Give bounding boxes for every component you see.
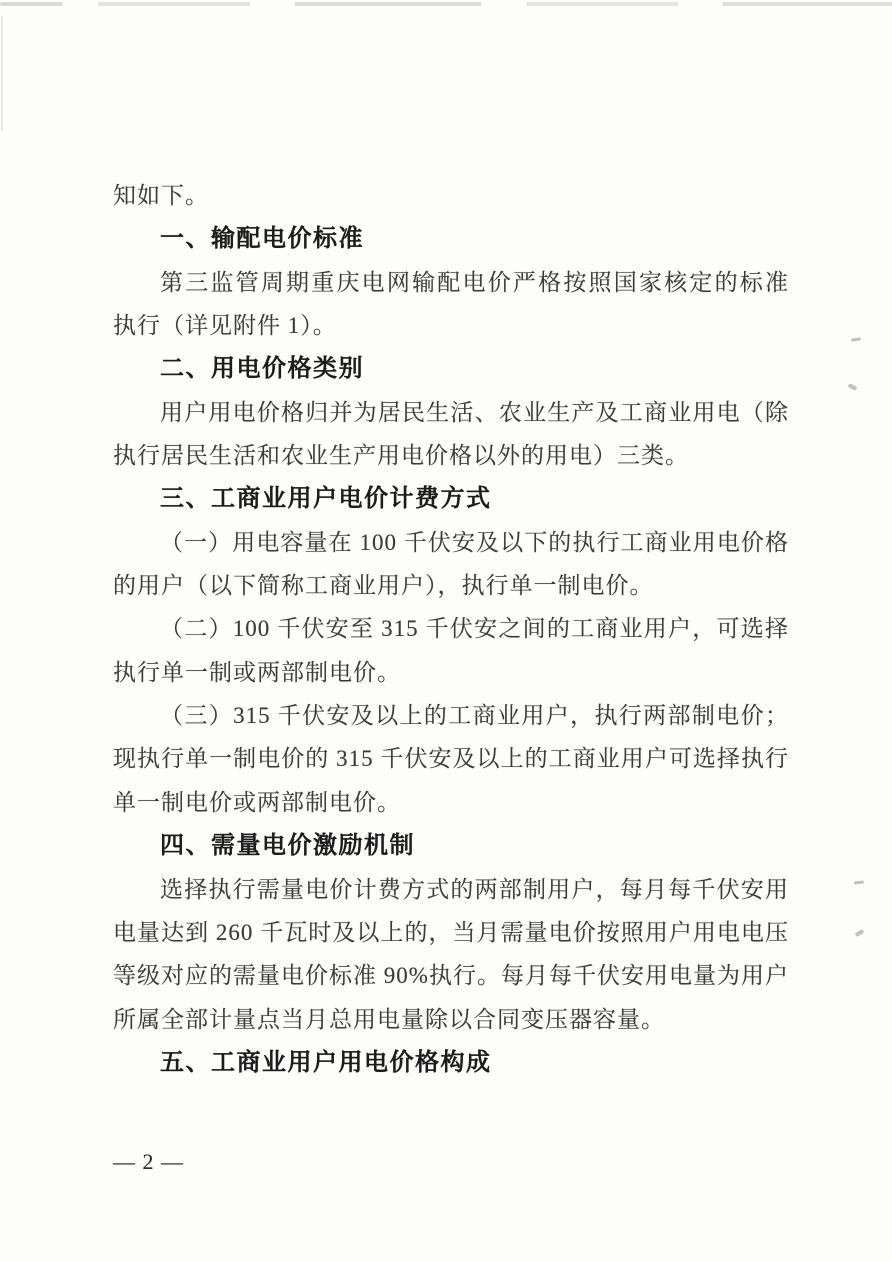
body-text-line: 执行居民生活和农业生产用电价格以外的用电）三类。	[113, 443, 689, 469]
document-text-block	[113, 174, 789, 1084]
body-text-line: 知如下。	[113, 183, 209, 208]
body-text-line: 执行单一制或两部制电价。	[113, 659, 401, 685]
body-text-line: 单一制电价或两部制电价。	[113, 789, 401, 815]
scan-top-edge-artifact	[0, 2, 892, 6]
body-text-line: 所属全部计量点当月总用电量除以合同变压器容量。	[113, 1006, 665, 1032]
body-text-line: （一）用电容量在 100 千伏安及以下的执行工商业用电价格	[160, 529, 789, 555]
body-text-line: （二）100 千伏安至 315 千伏安之间的工商业用户，可选择	[160, 616, 789, 642]
section-heading: 三、工商业用户电价计费方式	[160, 485, 492, 513]
scan-left-edge-artifact	[1, 16, 3, 131]
body-text-line: 等级对应的需量电价标准 90%执行。每月每千伏安用电量为用户	[113, 963, 789, 989]
body-text-line: 电量达到 260 千瓦时及以上的，当月需量电价按照用户用电电压	[113, 919, 789, 945]
scan-speck	[848, 383, 858, 391]
scan-speck	[855, 929, 865, 937]
scan-speck	[851, 337, 861, 341]
body-text-line: 现执行单一制电价的 315 千伏安及以上的工商业用户可选择执行	[113, 746, 789, 772]
section-heading: 四、需量电价激励机制	[160, 832, 415, 860]
body-text-line: 用户用电价格归并为居民生活、农业生产及工商业用电（除	[160, 399, 789, 425]
section-heading: 五、工商业用户用电价格构成	[160, 1048, 492, 1076]
body-text-line: 选择执行需量电价计费方式的两部制用户，每月每千伏安用	[160, 876, 789, 902]
page-number: — 2 —	[113, 1149, 184, 1174]
body-text-line: （三）315 千伏安及以上的工商业用户，执行两部制电价；	[160, 703, 789, 729]
body-text-line: 的用户（以下简称工商业用户），执行单一制电价。	[113, 573, 654, 599]
body-text-line: 第三监管周期重庆电网输配电价严格按照国家核定的标准	[160, 269, 789, 295]
scan-speck	[854, 880, 864, 884]
body-text-line: 执行（详见附件 1）。	[113, 313, 337, 339]
section-heading: 二、用电价格类别	[160, 355, 364, 383]
section-heading: 一、输配电价标准	[160, 225, 364, 253]
